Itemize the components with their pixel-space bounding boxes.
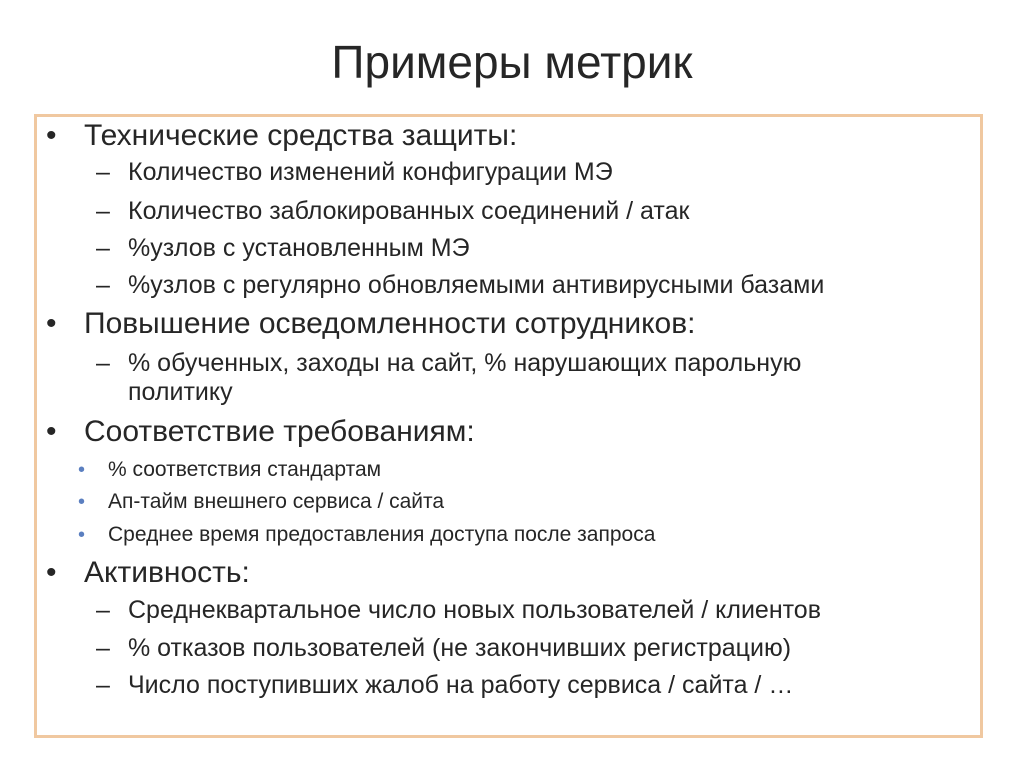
- bullet-marker-small: •: [78, 524, 86, 546]
- dash-marker: –: [96, 197, 110, 225]
- list-item: Число поступивших жалоб на работу сервиса / сайта / …: [128, 671, 794, 699]
- section-heading-compliance: Соответствие требованиям:: [84, 415, 475, 448]
- bullet-marker: •: [46, 556, 57, 589]
- bullet-marker: •: [46, 415, 57, 448]
- dash-marker: –: [96, 671, 110, 699]
- bullet-marker-small: •: [78, 459, 86, 481]
- list-item-continuation: политику: [128, 378, 233, 406]
- section-heading-activity: Активность:: [84, 556, 250, 589]
- dash-marker: –: [96, 349, 110, 377]
- list-item: % обученных, заходы на сайт, % нарушающих парольную: [128, 349, 802, 377]
- list-item: %узлов с регулярно обновляемыми антивирусными базами: [128, 271, 825, 299]
- list-item: Ап-тайм внешнего сервиса / сайта: [108, 490, 445, 513]
- list-item: Среднее время предоставления доступа после запроса: [108, 523, 656, 546]
- section-heading-awareness: Повышение осведомленности сотрудников:: [84, 307, 696, 340]
- list-item: %узлов с установленным МЭ: [128, 234, 470, 262]
- list-item: Количество заблокированных соединений / атак: [128, 197, 690, 225]
- list-item: % отказов пользователей (не закончивших регистрацию): [128, 634, 792, 662]
- bullet-marker: •: [46, 307, 57, 340]
- slide-title: Примеры метрик: [331, 36, 693, 88]
- dash-marker: –: [96, 271, 110, 299]
- list-item: Количество изменений конфигурации МЭ: [128, 158, 613, 186]
- section-heading-technical: Технические средства защиты:: [84, 119, 518, 152]
- list-item: % соответствия стандартам: [108, 458, 382, 481]
- dash-marker: –: [96, 158, 110, 186]
- dash-marker: –: [96, 596, 110, 624]
- dash-marker: –: [96, 634, 110, 662]
- dash-marker: –: [96, 234, 110, 262]
- bullet-marker-small: •: [78, 491, 86, 513]
- list-item: Среднеквартальное число новых пользователей / клиентов: [128, 596, 821, 624]
- bullet-marker: •: [46, 119, 57, 152]
